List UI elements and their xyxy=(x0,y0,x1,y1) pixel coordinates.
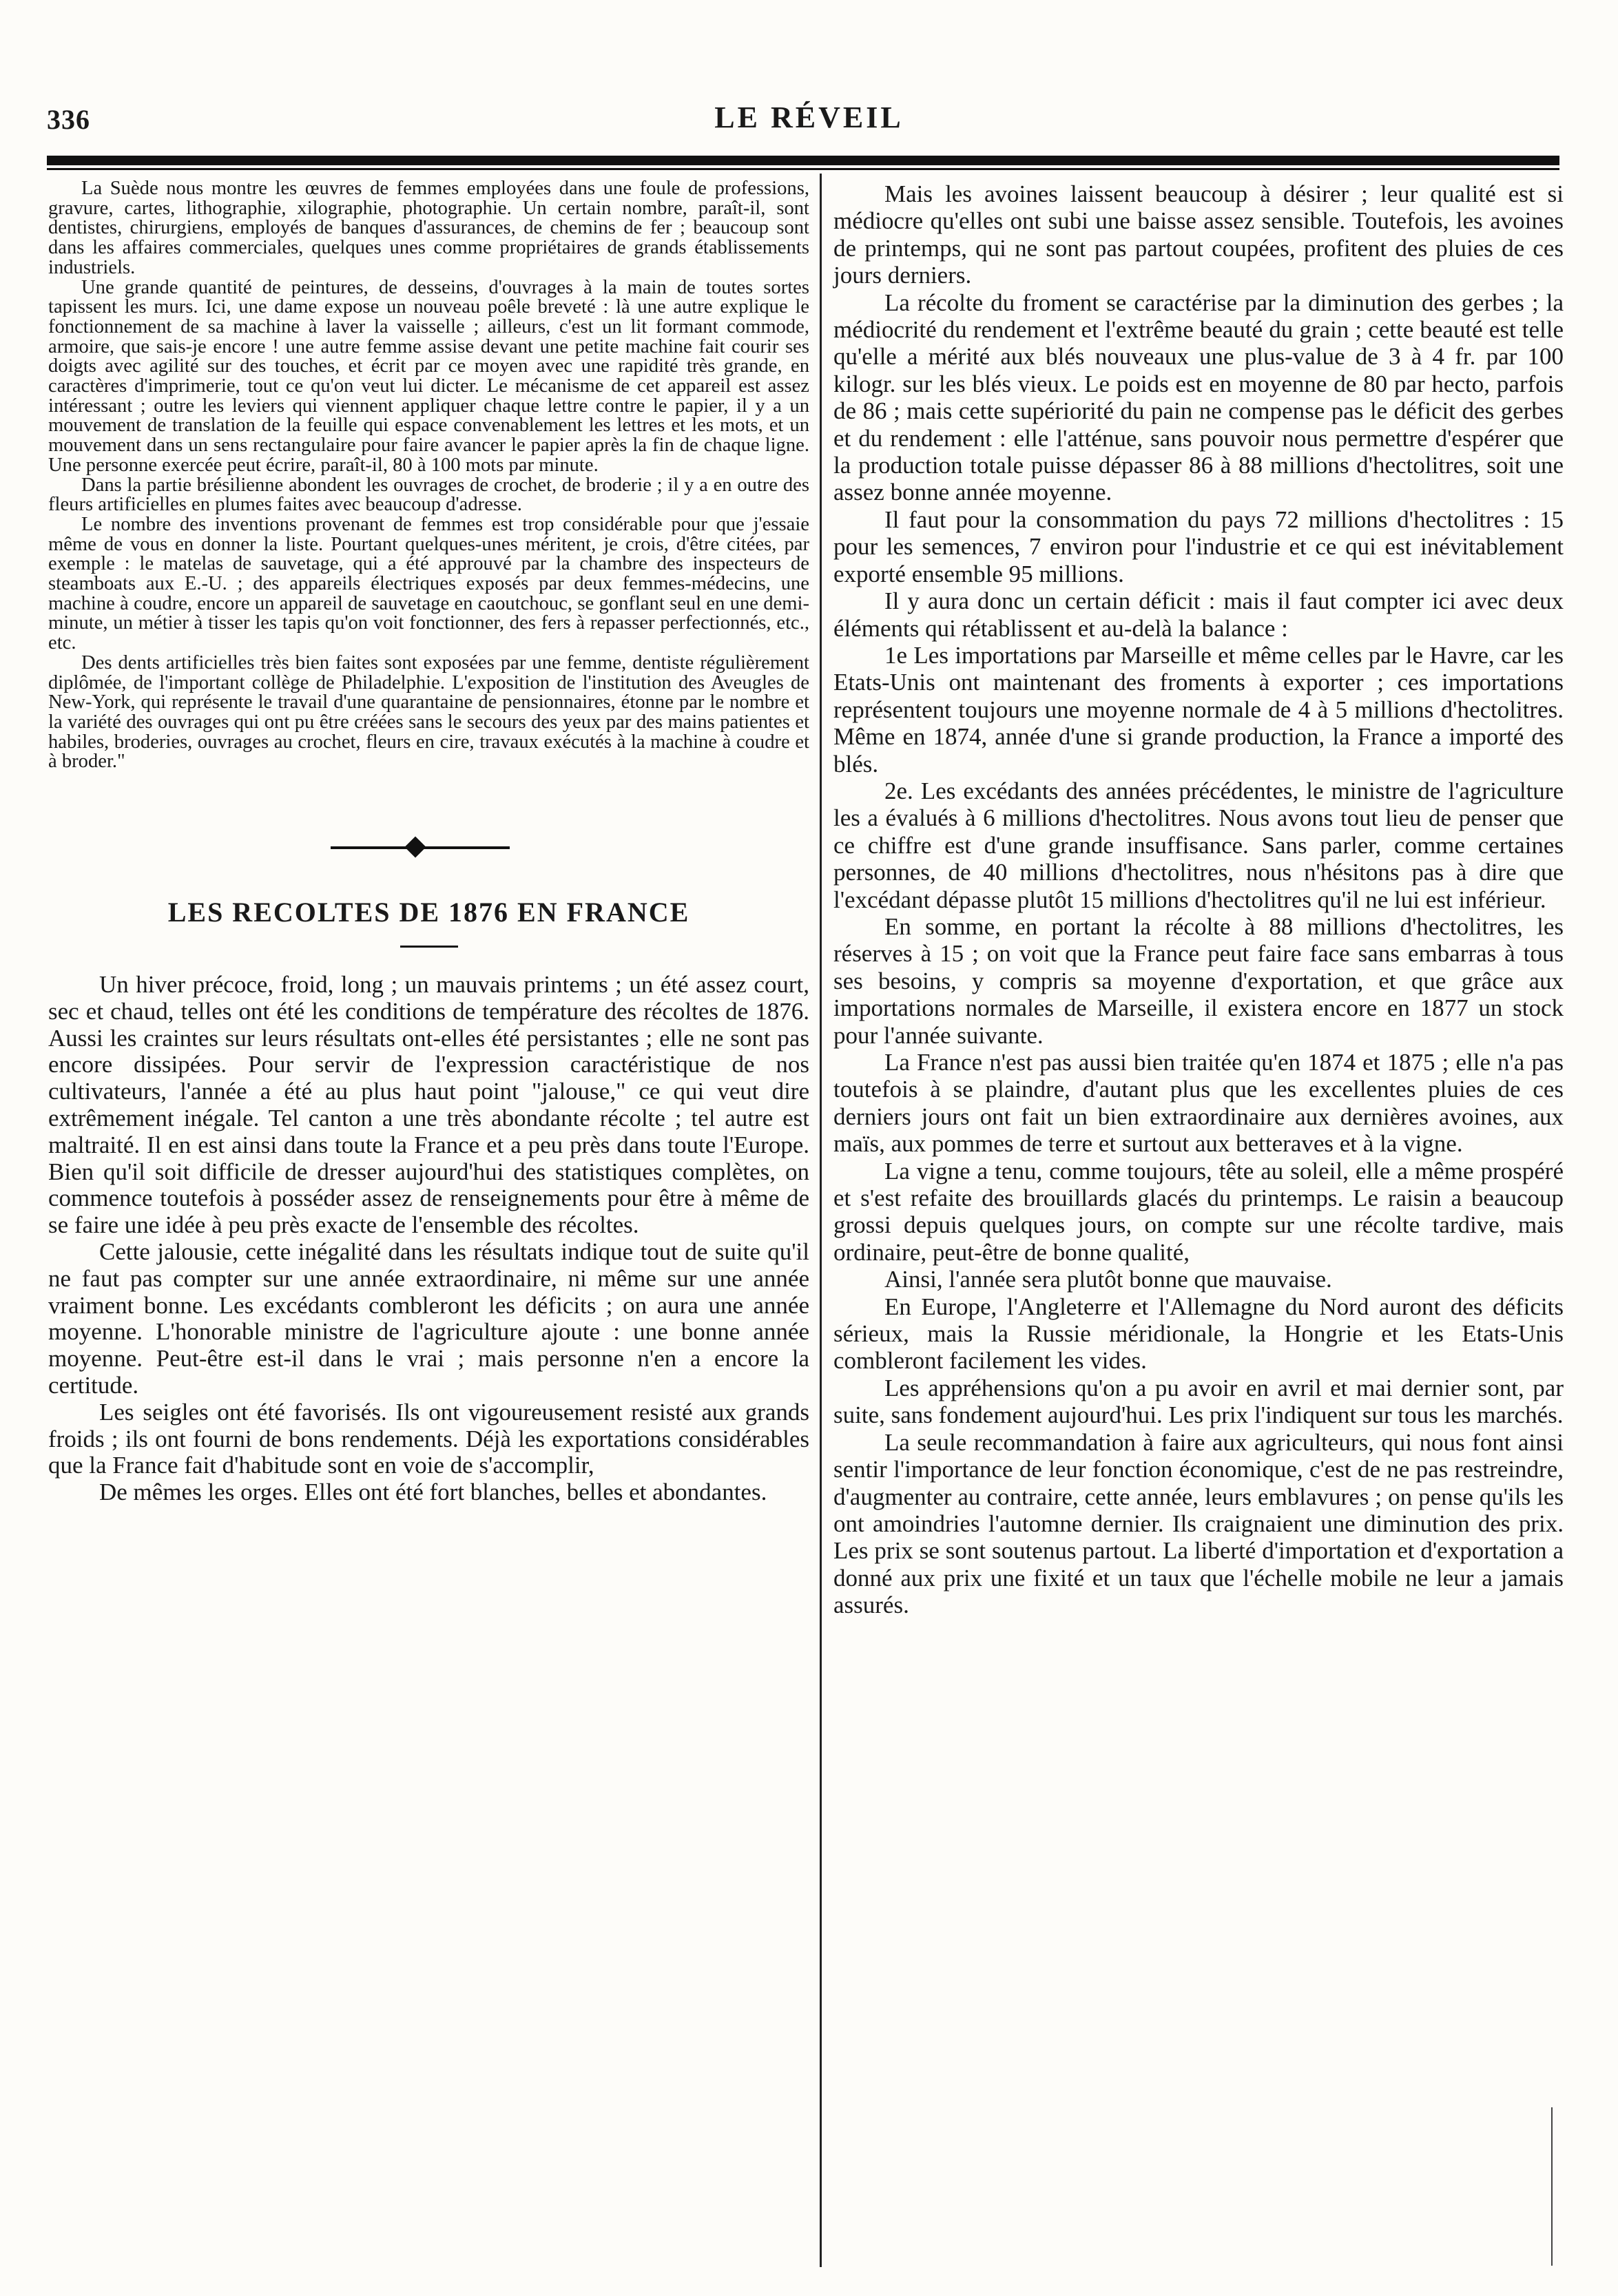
paragraph: Les seigles ont été favorisés. Ils ont vigoureusement resisté aux grands froids ; ils ont fourni de bons rendements. Déjà les exportations considérables que la France fait d'habitude sont en voie de s'accomplir, xyxy=(48,1398,809,1479)
paragraph: Cette jalousie, cette inégalité dans les résultats indique tout de suite qu'il ne faut pas compter sur une année extraordinaire, ni même sur une année vraiment bonne. Les excédants combleront les déficits ; on aura une année moyenne. L'honorable ministre de l'agriculture ajoute : une bonne année moyenne. Peut-être est-il dans le vrai ; mais personne n'en a encore la certitude. xyxy=(48,1238,809,1399)
harvest-article xyxy=(48,972,809,1506)
paragraph: Une grande quantité de peintures, de desseins, d'ouvrages à la main de toutes sortes tapissent les murs. Ici, une dame expose un nouveau poêle breveté : là une autre explique le fonctionnement de sa machine à laver la vaisselle ; ailleurs, c'est un lit formant commode, armoire, que sais-je encore ! une autre femme assise devant une petite machine fait courir ses doigts avec agilité sur des touches, et écrit par ce moyen avec une rapidité très grande, en caractères d'imprimerie, tout ce qu'on veut lui dicter. Le mécanisme de cet appareil est assez intéressant ; outre les leviers qui viennent appliquer chaque lettre contre le papier, il y a un mouvement de translation de la feuille qui espace convenablement les lettres et les mots, et un mouvement dans un sens rectangulaire pour faire avancer le papier après la fin de chaque ligne. Une personne exercée peut écrire, paraît-il, 80 à 100 mots par minute. xyxy=(48,276,809,476)
journal-title: LE RÉVEIL xyxy=(714,101,904,134)
paragraph: Il faut pour la consommation du pays 72 millions d'hectolitres : 15 pour les semences, 7 environ pour l'industrie et ce qui est inévitablement exporté ensemble 95 millions. xyxy=(833,505,1564,587)
paragraph: En somme, en portant la récolte à 88 millions d'hectolitres, les réserves à 15 ; on voit que la France peut faire face sans embarras à tous ses besoins, y compris sa moyenne d'exportation, et que grâce aux importations normales de Marseille, il existera encore en 1877 un stock pour l'année suivante. xyxy=(833,912,1564,1049)
paragraph: Les appréhensions qu'on a pu avoir en avril et mai dernier sont, par suite, sans fondement aujourd'hui. Les prix l'indiquent sur tous les marchés. xyxy=(833,1374,1564,1429)
header-rule-thin xyxy=(47,168,1559,170)
margin-rule xyxy=(1551,2107,1553,2266)
paragraph: De mêmes les orges. Elles ont été fort blanches, belles et abondantes. xyxy=(99,1479,767,1506)
page-header xyxy=(0,0,1618,165)
paragraph: La France n'est pas aussi bien traitée qu'en 1874 et 1875 ; elle n'a pas toutefois à se plaindre, d'autant plus que les excellentes pluies de ces derniers jours ont fait un bien extraordinaire aux dernières avoines, aux maïs, aux pommes de terre et surtout aux betteraves et à la vigne. xyxy=(833,1049,1564,1158)
paragraph: 2e. Les excédants des années précédentes, le ministre de l'agriculture les a évalués à 6 millions d'hectolitres. Nous avons tout lieu de penser que ce chiffre est d'une grande insuffisance. Sans parler, comme certaines personnes, de 40 millions d'hectolitres, nous n'hésitons pas à dire que l'excédant dépasse plutôt 15 millions d'hectolitres qu'il ne lui est inférieur. xyxy=(833,777,1564,913)
section-separator xyxy=(48,827,809,868)
exhibition-article-continuation xyxy=(48,179,809,772)
paragraph: Il y aura donc un certain déficit : mais il faut compter ici avec deux éléments qui rétablissent et au-delà la balance : xyxy=(833,587,1564,642)
column-divider xyxy=(820,174,822,2267)
page-number: 336 xyxy=(47,104,90,135)
paragraph: Des dents artificielles très bien faites sont exposées par une femme, dentiste régulièrement diplômée, de l'important collège de Philadelphie. L'exposition de l'institution des Aveugles de New-York, qui représente le travail d'une quarantaine de pensionnaires, étonne par le nombre et la variété des ouvrages qui ont pu être créées sans le secours des yeux par des mains patientes et habiles, broderies, ouvrages au crochet, fleurs en cire, travaux exécutés à la machine à coudre et à broder." xyxy=(48,651,809,773)
right-column xyxy=(833,180,1564,1619)
title-underline xyxy=(400,946,458,948)
paragraph: La Suède nous montre les œuvres de femmes employées dans une foule de professions, gravure, cartes, lithographie, xilographie, photographie. Un certain nombre, paraît-il, sont dentistes, chirurgiens, employés de banques d'assurances, de chemins de fer ; beaucoup sont dans les affaires commerciales, quelques unes comme propriétaires de grands établissements industriels. xyxy=(48,178,809,278)
paragraph: 1e Les importations par Marseille et même celles par le Havre, car les Etats-Unis ont maintenant des froments à exporter ; ces importations représentent toujours une moyenne normale de 4 à 5 millions d'hectolitres. Même en 1874, année d'une si grande production, la France a importé des blés. xyxy=(833,641,1564,777)
paragraph: La vigne a tenu, comme toujours, tête au soleil, elle a même prospéré et s'est refaite des brouillards glacés du printemps. Le raisin a beaucoup grossi depuis quelques jours, on compte sur une récolte tardive, mais ordinaire, peut-être de bonne qualité, xyxy=(833,1157,1564,1266)
paragraph: Mais les avoines laissent beaucoup à désirer ; leur qualité est si médiocre qu'elles ont subi une baisse assez sensible. Toutefois, les avoines de printemps, qui ne sont pas partout coupées, profitent des pluies de ces jours derniers. xyxy=(833,180,1564,289)
separator-ornament-icon xyxy=(404,837,426,858)
paragraph: Dans la partie brésilienne abondent les ouvrages de crochet, de broderie ; il y a en outre des fleurs artificielles en plumes faites avec beaucoup d'adresse. xyxy=(48,474,809,516)
paragraph: La récolte du froment se caractérise par la diminution des gerbes ; la médiocrité du rendement et l'extrême beauté du grain ; cette beauté est telle qu'elle a mérité aux blés nouveaux une plus-value de 3 à 4 fr. par 100 kilogr. sur les blés vieux. Le poids est en moyenne de 80 par hecto, parfois de 86 ; mais cette supériorité du pain ne compense pas le déficit des gerbes et du rendement : elle l'atténue, sans pouvoir nous permettre d'espérer que la production totale puisse dépasser 86 à 88 millions d'hectolitres, soit une assez bonne année moyenne. xyxy=(833,289,1564,506)
header-rule-thick xyxy=(47,156,1559,165)
paragraph: La seule recommandation à faire aux agriculteurs, qui nous font ainsi sentir l'importance de leur fonction économique, c'est de ne pas restreindre, d'augmenter au contraire, cette année, leurs emblavures ; on pense qu'ils les ont amoindries l'automne dernier. Ils craignaient une diminution des prix. Les prix se sont soutenus partout. La liberté d'importation et d'exportation a donné aux prix une fixité et un taux que l'échelle mobile ne leur a jamais assurés. xyxy=(833,1428,1564,1619)
paragraph: Un hiver précoce, froid, long ; un mauvais printems ; un été assez court, sec et chaud, telles ont été les conditions de température des récoltes de 1876. Aussi les craintes sur leurs résultats ont-elles été persistantes ; elle ne sont pas encore dissipées. Pour servir de l'expression caractéristique de nos cultivateurs, l'année a été au plus haut point "jalouse," ce qui veut dire extrêmement inégale. Tel canton a une très abondante récolte ; tel autre est maltraité. Il en est ainsi dans toute la France et a peu près dans toute l'Europe. Bien qu'il soit difficile de dresser aujourd'hui des statistiques complètes, on commence toutefois à posséder assez de renseignements pour être à même de se faire une idée à peu près exacte de l'ensemble des récoltes. xyxy=(48,971,809,1239)
section-title: LES RECOLTES DE 1876 EN FRANCE xyxy=(167,897,690,928)
left-column xyxy=(48,179,809,1506)
paragraph: En Europe, l'Angleterre et l'Allemagne du Nord auront des déficits sérieux, mais la Russie méridionale, la Hongrie et les Etats-Unis combleront facilement les vides. xyxy=(833,1293,1564,1375)
paragraph: Le nombre des inventions provenant de femmes est trop considérable pour que j'essaie même de vous en donner la liste. Pourtant quelques-unes méritent, je crois, d'être citées, par exemple : le matelas de sauvetage, qui a été approuvé par la chambre des inspecteurs de steamboats aux E.-U. ; des appareils électriques exposés par deux femmes-médecins, une machine à coudre, encore un appareil de sauvetage en caoutchouc, se gonflant seul en une demi-minute, un métier à tisser les tapis qu'on voit fonctionner, des fers à repasser perfectionnés, etc., etc. xyxy=(48,513,809,654)
paragraph: Ainsi, l'année sera plutôt bonne que mauvaise. xyxy=(884,1266,1332,1293)
